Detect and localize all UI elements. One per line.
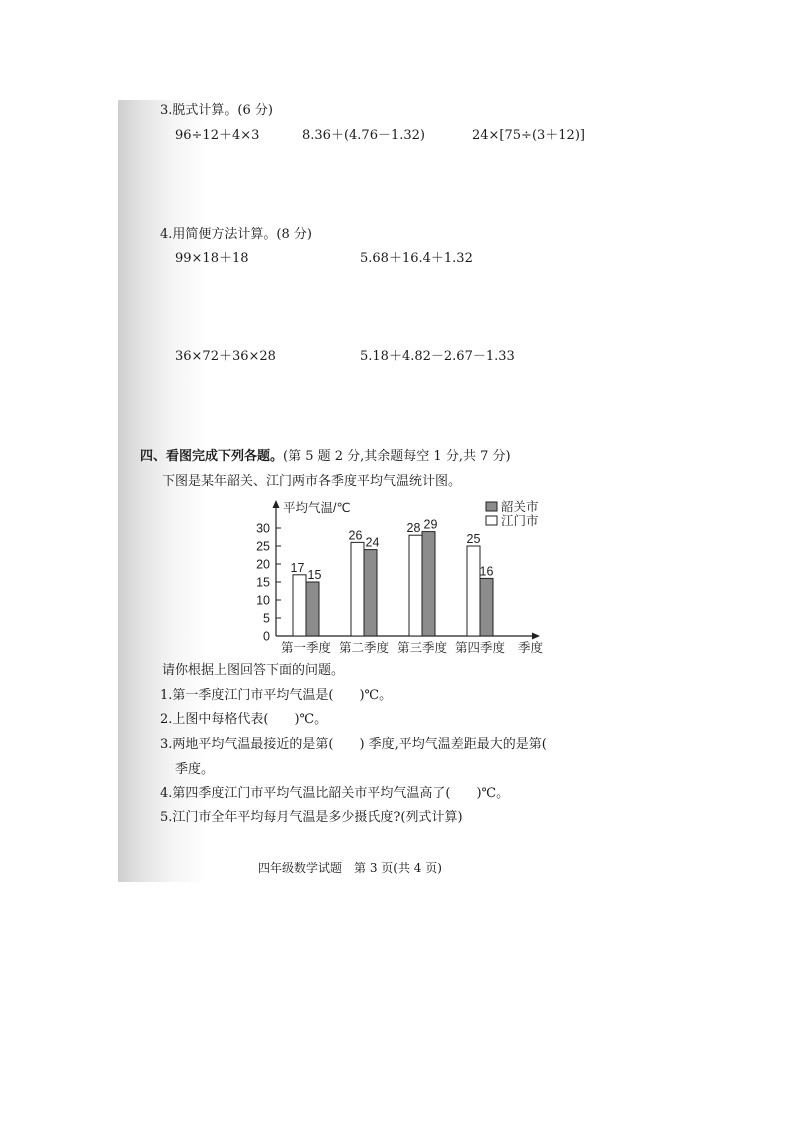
bar-江门市 (409, 535, 422, 636)
bar-江门市 (351, 542, 364, 636)
question-1: 1.第一季度江门市平均气温是( )℃。 (160, 688, 393, 703)
y-tick-label: 10 (256, 593, 270, 608)
q4-item-4: 5.18＋4.82－2.67－1.33 (360, 349, 515, 364)
q3-item-2: 8.36＋(4.76－1.32) (302, 128, 425, 143)
x-tick-label: 第一季度 (280, 641, 332, 655)
data-label-韶关市: 15 (307, 568, 322, 582)
q3-item-3: 24×[75÷(3＋12)] (472, 128, 585, 143)
data-label-江门市: 17 (290, 560, 305, 575)
bar-江门市 (467, 546, 480, 636)
q3-title: 3.脱式计算。(6 分) (160, 103, 273, 118)
y-tick-label: 5 (263, 611, 270, 626)
question-3-continued: 季度。 (175, 762, 215, 777)
legend-swatch (486, 516, 497, 525)
legend-swatch (486, 502, 497, 511)
bar-江门市 (293, 575, 306, 636)
q4-item-3: 36×72＋36×28 (175, 349, 276, 364)
bar-韶关市 (480, 578, 493, 636)
x-axis-arrow (532, 633, 540, 640)
page-footer: 四年级数学试题 第 3 页(共 4 页) (258, 861, 442, 875)
data-label-江门市: 25 (466, 532, 481, 546)
data-label-韶关市: 16 (479, 564, 494, 579)
y-axis-arrow (273, 500, 280, 508)
x-tick-label: 第二季度 (338, 641, 390, 655)
bar-韶关市 (364, 550, 377, 636)
question-4: 4.第四季度江门市平均气温比韶关市平均气温高了( )℃。 (160, 786, 510, 801)
y-tick-label: 0 (263, 629, 270, 644)
x-tick-label: 第三季度 (396, 641, 448, 655)
section4-heading (140, 449, 511, 465)
x-axis-title: 季度 (518, 641, 544, 655)
legend-label: 韶关市 (501, 500, 539, 514)
section4-note: (第 5 题 2 分,其余题每空 1 分,共 7 分) (283, 449, 511, 464)
question-2: 2.上图中每格代表( )℃。 (160, 712, 328, 727)
bar-韶关市 (306, 582, 319, 636)
y-tick-label: 15 (256, 575, 270, 590)
q4-item-1: 99×18＋18 (175, 251, 249, 266)
y-tick-label: 30 (256, 521, 270, 536)
data-label-韶关市: 29 (423, 517, 438, 532)
data-label-韶关市: 24 (365, 535, 380, 550)
x-tick-label: 第四季度 (454, 641, 506, 655)
y-tick-label: 20 (256, 557, 270, 572)
section4-title: 四、看图完成下列各题。 (140, 449, 284, 464)
data-label-江门市: 28 (406, 521, 421, 536)
q4-title: 4.用简便方法计算。(8 分) (160, 227, 312, 242)
section4-intro: 下图是某年韶关、江门两市各季度平均气温统计图。 (162, 474, 462, 489)
y-axis-title: 平均气温/℃ (283, 501, 351, 515)
temperature-bar-chart (240, 494, 550, 658)
legend-label: 江门市 (501, 514, 539, 528)
bar-韶关市 (422, 532, 435, 636)
question-3: 3.两地平均气温最接近的是第( ) 季度,平均气温差距最大的是第( (160, 737, 547, 752)
section4-prompt: 请你根据上图回答下面的问题。 (162, 663, 345, 678)
q3-item-1: 96÷12＋4×3 (175, 128, 260, 143)
data-label-江门市: 26 (348, 528, 363, 543)
q4-item-2: 5.68＋16.4＋1.32 (360, 251, 473, 266)
question-5: 5.江门市全年平均每月气温是多少摄氏度?(列式计算) (160, 810, 463, 825)
y-tick-label: 25 (256, 539, 270, 554)
